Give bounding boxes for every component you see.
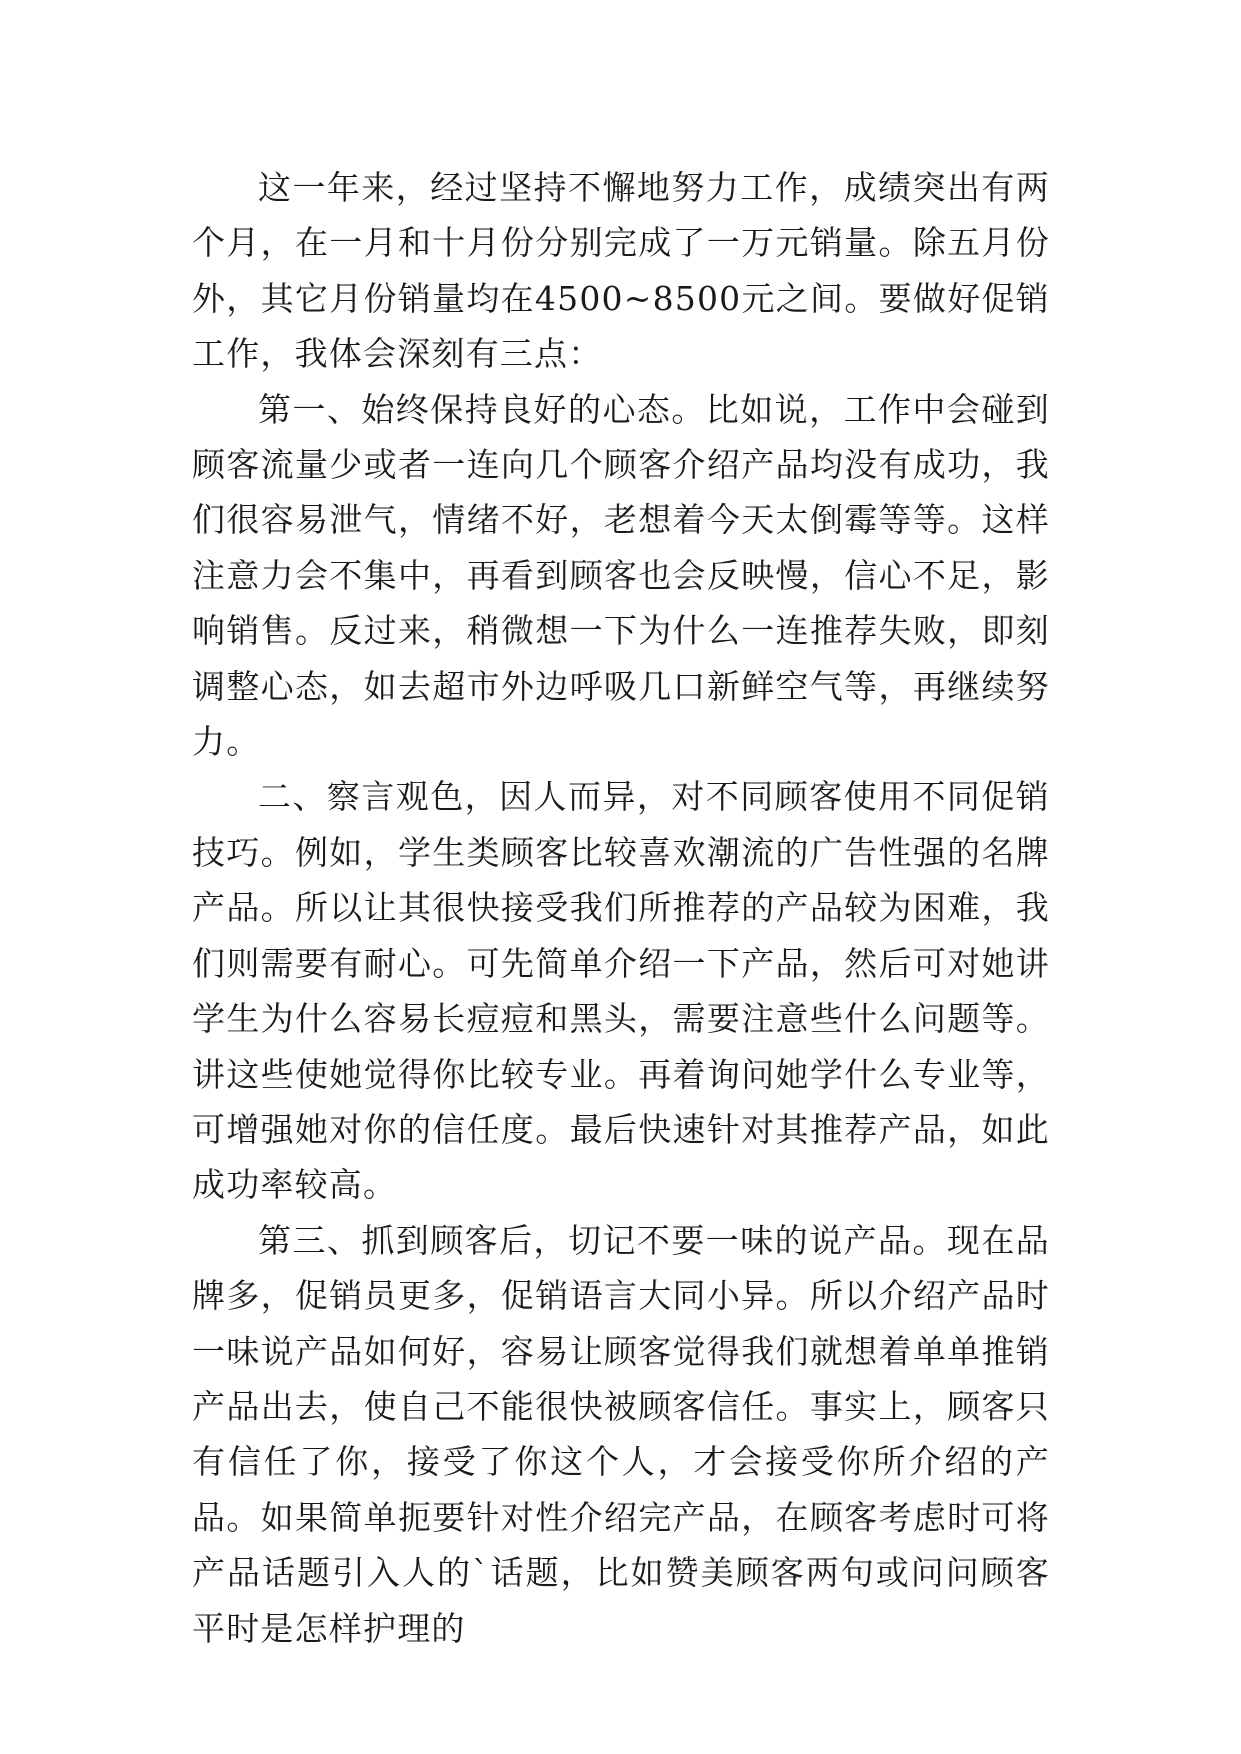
paragraph-point-two: 二、察言观色，因人而异，对不同顾客使用不同促销技巧。例如，学生类顾客比较喜欢潮流的广告性强的名牌产品。所以让其很快接受我们所推荐的产品较为困难，我们则需要有耐心。可先简单介绍一下产品，然后可对她讲学生为什么容易长痘痘和黑头，需要注意些什么问题等。讲这些使她觉得你比较专业。再着询问她学什么专业等，可增强她对你的信任度。最后快速针对其推荐产品，如此成功率较高。 bbox=[192, 777, 1050, 1205]
paragraph-intro: 这一年来，经过坚持不懈地努力工作，成绩突出有两个月，在一月和十月份分别完成了一万元销量。除五月份外，其它月份销量均在4500~8500元之间。要做好促销工作，我体会深刻有三点： bbox=[192, 168, 1050, 374]
paragraph-point-three: 第三、抓到顾客后，切记不要一味的说产品。现在品牌多，促销员更多，促销语言大同小异。所以介绍产品时一味说产品如何好，容易让顾客觉得我们就想着单单推销产品出去，使自己不能很快被顾客信任。事实上，顾客只有信任了你，接受了你这个人，才会接受你所介绍的产品。如果简单扼要针对性介绍完产品，在顾客考虑时可将产品话题引入人的`话题，比如赞美顾客两句或问问顾客平时是怎样护理的 bbox=[192, 1220, 1050, 1648]
paragraph-point-one: 第一、始终保持良好的心态。比如说，工作中会碰到顾客流量少或者一连向几个顾客介绍产品均没有成功，我们很容易泄气，情绪不好，老想着今天太倒霉等等。这样注意力会不集中，再看到顾客也会反映慢，信心不足，影响销售。反过来，稍微想一下为什么一连推荐失败，即刻调整心态，如去超市外边呼吸几口新鲜空气等，再继续努力。 bbox=[192, 389, 1050, 762]
document-body bbox=[192, 160, 1050, 1656]
